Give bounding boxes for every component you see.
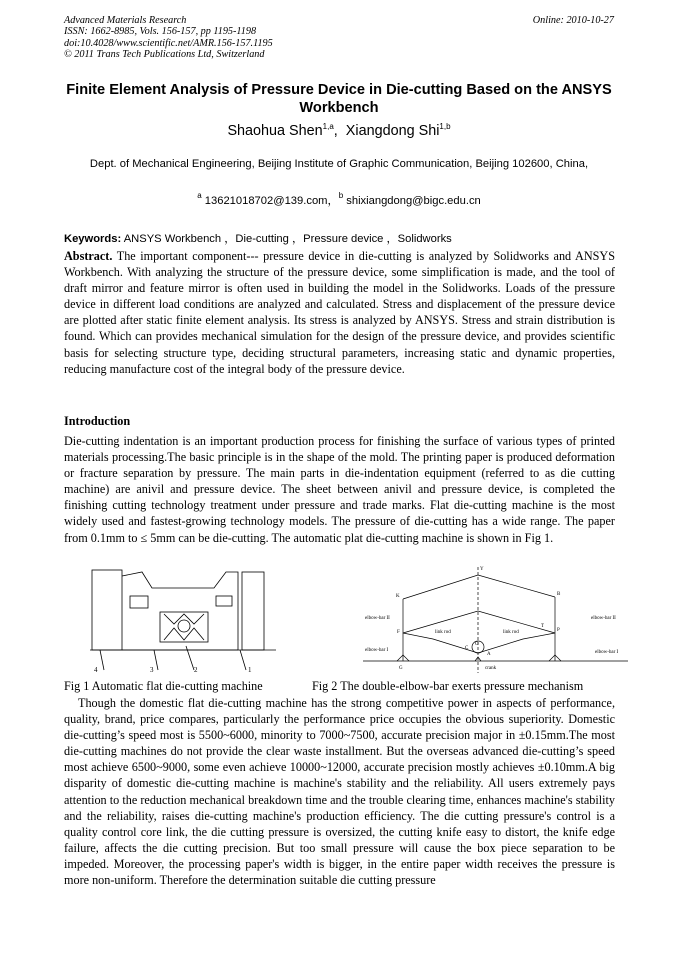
author-name: Xiangdong Shi — [345, 123, 440, 139]
figure-2-label: crank — [485, 666, 497, 671]
figure-2-label: elbow-bar I — [365, 648, 389, 653]
crank-wheel — [178, 620, 190, 632]
author-line — [40, 121, 638, 141]
body-paragraph: Though the domestic flat die-cutting machine has the strong competitive power in aspects of performance, quality, brand, price compares, particularly the performance price occupies the obvious superiority. Domestic die-cutting’s speed most is 5500~6000, minority to 7000~7500, accurate precision major in ±0.15mm.The most die-cutting machines do not provide the clear waste installment. But the overseas advanced die-cutting’s speed most achieve 6500~9000, some even achieve 10000~12000, accurate precision mostly achieves ±0.10mm.A big disparity of domestic die-cutting machine is machine's stability and the reliability. All users extremely pays attention to the reduction mechanical breakdown time and the trouble clearing time, enhances machine's stability and the reliability, raises die-cutting machine's production efficiency. The die cutting pressure's control is a quality control core link, the die cutting pressure is oversized, the cutting knife easy to distort, the knife edge failure, affects the die cutting precision. But too small pressure will cause the box piece separation to be impeded. Moreover, the processing paper's width is bigger, in the entire paper width receives the pressure is more non-uniform. Therefore the determination suitable die cutting pressure — [64, 696, 615, 888]
section-heading: Introduction — [64, 414, 131, 428]
keywords — [64, 232, 616, 246]
figure-2-label: elbow-bar II — [591, 616, 616, 621]
toggle-links — [164, 614, 204, 640]
figure-1-label: 4 — [94, 666, 98, 674]
email-line — [64, 193, 614, 209]
keywords-text: ANSYS Workbench ，Die-cutting ，Pressure device ，Solidworks — [121, 233, 452, 245]
journal-name: Advanced Materials Research — [64, 15, 187, 26]
figure-2-label: link rod — [435, 630, 451, 635]
author-affiliation-mark: 1,a — [322, 122, 334, 131]
figure-1-caption: Fig 1 Automatic flat die-cutting machine — [64, 679, 263, 693]
figure-1-machine-drawing — [90, 566, 276, 674]
abstract — [64, 248, 615, 377]
leader-line — [154, 650, 158, 670]
figure-1-label: 1 — [248, 666, 252, 674]
drive-box — [130, 596, 148, 608]
online-date: Online: 2010-10-27 — [532, 15, 614, 26]
email-address: 13621018702@139.com， — [201, 195, 339, 207]
figure-2-label: T — [541, 624, 545, 629]
issn-line: ISSN: 1662-8985, Vols. 156-157, pp 1195-1198 — [64, 26, 257, 38]
abstract-text: The important component--- pressure device in die-cutting is analyzed by Solidworks and ANSYS Workbench. With analyzing the structure of the pressure device, some simplification is made, and the tool of draft mirror and feature mirror is often used in building the model in the Solidworks. Loads of the pressure device in different load conditions are analyzed and calculated. Stress and displacement of the pressure device are plotted after static finite element analysis. Its stress is analyzed by ANSYS. Stress and strain distribution is found. Which can provides mechanical simulation for the design of the pressure device, and provides scientific basis for selecting structure type, deciding structural parameters, increasing static and dynamic properties, reducing manufacture cost of the integral body of the pressure device. — [64, 249, 615, 376]
figure-2-label: G — [399, 666, 403, 671]
figure-2-label: P — [557, 628, 560, 633]
intro-paragraph: Die-cutting indentation is an important production process for finishing the surface of various types of printed materials processing.The basic principle is in the shape of the mold. The printing paper is produced deformation or fracture separation by pressure. The main parts in die-indentation equipment (referred to as die cutting machine) are anivil and pressure device. The sheet between anivil and pressure device, is completed the finishing cutting technology treatment under pressure and trade marks. Flat die-cutting machine is the most widely used and fastest-growing technology models. The pressure of die-cutting has a wide range. The paper from 0.1mm to ≤ 5mm can be die-cutting. The automatic plat die-cutting machine is shown in Fig 1. — [64, 434, 615, 545]
figure-2-label: C — [465, 646, 469, 651]
link-rods — [403, 611, 555, 633]
paper-title: Finite Element Analysis of Pressure Device in Die-cutting Based on the ANSYS Workbench — [66, 82, 612, 116]
gear-box — [216, 596, 232, 606]
leader-line — [240, 650, 246, 670]
figure-2-label: link rod — [503, 630, 519, 635]
figure-2-caption: Fig 2 The double-elbow-bar exerts pressure mechanism — [312, 679, 584, 693]
figure-2-label: Y — [480, 567, 484, 572]
copyright-line: © 2011 Trans Tech Publications Ltd, Switzerland — [64, 49, 265, 61]
figure-1-label: 2 — [194, 666, 198, 674]
figure-2-label: A — [487, 652, 491, 657]
figure-2-label: elbow-bar II — [365, 616, 390, 621]
figure-2-mechanism-diagram — [363, 563, 628, 677]
machine-delivery-unit — [242, 572, 264, 650]
leader-line — [186, 646, 194, 670]
figure-2-label: B — [557, 592, 561, 597]
email-address: shixiangdong@bigc.edu.cn — [343, 195, 481, 207]
doi-line: doi:10.4028/www.scientific.net/AMR.156-157.1195 — [64, 37, 273, 49]
machine-frame — [122, 572, 238, 650]
author-affiliation-mark: 1,b — [439, 122, 451, 131]
machine-feeder-outline — [92, 570, 122, 650]
abstract-label: Abstract. — [64, 249, 113, 263]
figure-2-label: elbow-bar I — [595, 650, 619, 655]
figure-1-label: 3 — [150, 666, 154, 674]
email-mark: a — [197, 191, 202, 200]
figure-2-label: O — [475, 642, 479, 647]
figure-2-label: F — [397, 630, 400, 635]
leader-line — [100, 650, 104, 670]
pressure-device — [160, 612, 208, 642]
keywords-label: Keywords: — [64, 233, 122, 245]
author-separator: , — [333, 123, 346, 139]
top-frame — [403, 575, 555, 599]
figure-2-label: K — [396, 594, 400, 599]
journal-header — [64, 15, 273, 61]
affiliation: Dept. of Mechanical Engineering, Beijing Institute of Graphic Communication, Beijing 102600, China, — [89, 158, 589, 170]
elbow-bars — [403, 633, 555, 653]
author-name: Shaohua Shen — [227, 123, 323, 139]
email-mark: b — [338, 191, 344, 200]
